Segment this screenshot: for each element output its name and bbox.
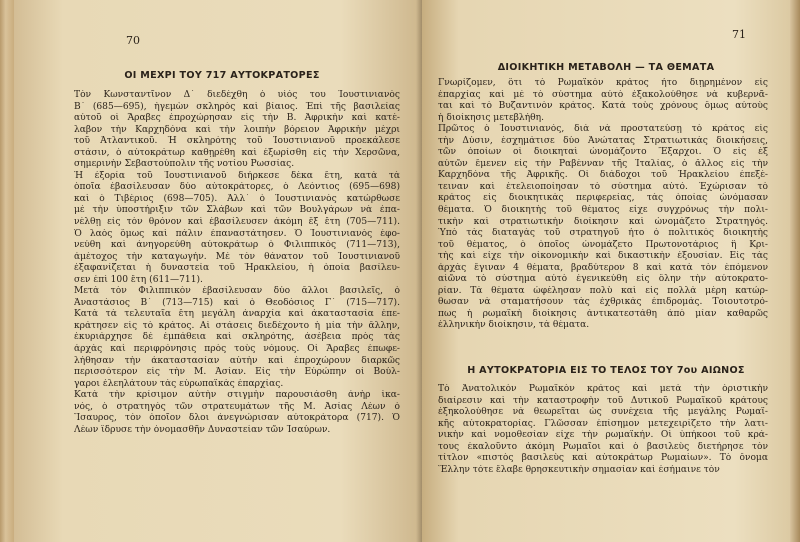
text-line: θέματα. Ὁ διοικητὴς τοῦ θέματος εἶχε συγχρόνως τὴν πολι- (438, 205, 768, 216)
text-line: κράτος εἰς διοικητικὰς περιφερείας, τὰς ὁποίας ὠνόμασαν (438, 193, 768, 204)
text-line: πως ἡ ρωμαϊκὴ διοίκησις ἀντικατεστάθη ἀπὸ μίαν καθαρῶς (438, 308, 768, 319)
text-line: Τὸ Ἀνατολικὸν Ρωμαϊκὸν κράτος καὶ μετὰ τὴν ὁριστικὴν (438, 384, 768, 394)
text-line: ται καὶ τὸ Βυζαντινὸν κράτος. Κατὰ τοὺς χρόνους ὅμως αὐτοὺς (438, 101, 768, 112)
text-line: ἀρχὰς καὶ περιφρόνησις πρὸς τοὺς νόμους. Οἱ Ἄραβες ἐπωφε- (74, 344, 400, 355)
text-line: ἐξηκολούθησε νὰ θεωρεῖται ὡς συνέχεια τῆς μεγάλης Ρωμαϊ- (438, 407, 768, 418)
text-line: Ἴσαυρος, τὸν ὁποῖον δλοι ἀνεγνώρισαν αὐτοκράτορα (717). Ὁ (74, 413, 400, 424)
text-line: ἐκυριάρχησε δὲ ἐμπάθεια καὶ σκληρότης, ἀσέβεια πρὸς τὰς (74, 332, 400, 343)
text-line: στάσιν, ὁ αὐτοκράτωρ καθῃρέθη καὶ ἐξωρίσθη εἰς τὴν Χερσῶνα, (74, 147, 400, 158)
text-line: Τὸν Κωνσταντῖνον Δ΄ διεδέχθη ὁ υἱός του Ἰουστινιανὸς (74, 90, 400, 100)
text-line: τοῦ θέματος, ὁ ὁποῖος ὠνομάζετο Πρωτονοτάριος ἢ Κρι- (438, 239, 768, 250)
text-line: κράτησεν εἰς τὸ κράτος. Αἱ στάσεις διεδέχοντο ἡ μία τὴν ἄλλην, (74, 320, 400, 331)
text-line: σεν ἐπὶ 100 ἔτη (611—711). (74, 274, 203, 285)
text-line: αὐτοῦ οἱ Ἄραβες ἐπροχώρησαν εἰς τὴν Β. Ἀφρικὴν καὶ κατέ- (74, 113, 400, 124)
text-line: Ὑπὸ τὰς διαταγὰς τοῦ στρατηγοῦ ἦτο ὁ πολιτικὸς διοικητὴς (438, 228, 768, 239)
text-line: Ἕλλην τότε ἔλαβε θρησκευτικὴν σημασίαν καὶ ἐσήμαινε τὸν (438, 464, 720, 475)
left-page-body (74, 90, 400, 436)
text-line: νέλθῃ εἰς τὸν θρόνον καὶ ἐβασίλευσεν ἀκόμη ἕξ ἔτη (705—711). (74, 217, 400, 228)
text-line: κῆς αὐτοκρατορίας. Γλῶσσαν ἐπίσημον μετεχειρίζετο τὴν λατι- (438, 418, 768, 429)
left-page (14, 0, 422, 542)
right-page-body-administration (438, 78, 768, 332)
text-line: Β΄ (685—695), ἡγεμὼν σκληρὸς καὶ βίαιος. Ἐπὶ τῆς βασιλείας (74, 101, 400, 112)
text-line: λαβον τὴν Καρχηδόνα καὶ τὴν λοιπὴν βόρειον Ἀφρικὴν μέχρι (74, 124, 400, 135)
text-line: Πρῶτος ὁ Ἰουστινιανός, διὰ νὰ προστατεύσῃ τὸ κράτος εἰς (438, 124, 768, 135)
text-line: τους ἐκαλοῦντο ἀκόμη Ρωμαῖοι καὶ ὁ βασιλεὺς διετήρησε τὸν (438, 441, 768, 452)
right-page-heading-administration: ΔΙΟΙΚΗΤΙΚΗ ΜΕΤΑΒΟΛΗ — ΤΑ ΘΕΜΑΤΑ (497, 62, 715, 73)
book-page-edges-left (0, 0, 14, 542)
text-line: Κατὰ τὴν κρίσιμον αὐτὴν στιγμὴν παρουσιάσθη ἀνὴρ ἱκα- (74, 390, 400, 401)
text-line: Κατὰ τὰ τελευταῖα ἔτη μεγάλη ἀναρχία καὶ ἀκαταστασία ἐπε- (74, 309, 400, 320)
text-line: τὴς καὶ εἶχε τὴν οἰκονομικὴν καὶ δικαστικὴν ἐξουσίαν. Εἰς τὰς (438, 251, 768, 262)
left-page-heading: ΟΙ ΜΕΧΡΙ ΤΟΥ 717 ΑΥΤΟΚΡΑΤΟΡΕΣ (124, 70, 320, 81)
text-line: νεύθη καὶ ἀνηγορεύθη αὐτοκράτωρ ὁ Φιλιππικὸς (711—713), (74, 240, 400, 251)
text-line: ρίαν. Τὰ θέματα ὠφέλησαν πολὺ καὶ εἰς πολλὰ μέρη κατώρ- (438, 285, 768, 296)
text-line: ἀρχὰς ἔγιναν 4 θέματα, βραδύτερον 8 καὶ κατὰ τὸν ἑπόμενον (438, 262, 768, 273)
right-page-body-empire (438, 384, 768, 476)
text-line: αἰῶνα τὸ σύστημα αὐτὸ ἐγενικεύθη εἰς ὅλην τὴν αὐτοκρατο- (438, 274, 768, 285)
right-page-heading-empire: Η ΑΥΤΟΚΡΑΤΟΡΙΑ ΕΙΣ ΤΟ ΤΕΛΟΣ ΤΟΥ 7ου ΑΙΩΝΟΣ (467, 365, 745, 376)
text-line: ἀμέτοχος τὴν καταγωγήν. Μὲ τὸν θάνατον τοῦ Ἰουστινιανοῦ (74, 251, 400, 262)
text-line: Καρχηδόνα τῆς Ἀφρικῆς. Οἱ διάδοχοι τοῦ Ἡρακλείου ἐπεξέ- (438, 170, 768, 181)
text-line: αὐτῶν ἔμενεν εἰς τὴν Ραβένναν τῆς Ἰταλίας, ὁ ἄλλος εἰς τὴν (438, 158, 768, 169)
text-line: τικὴν καὶ στρατιωτικὴν διοίκησιν καὶ ὠνομάζετο Στρατηγός. (438, 216, 768, 227)
text-line: γαροι ἐλεηλάτουν τὰς εὐρωπαϊκὰς ἐπαρχίας. (74, 378, 284, 389)
text-line: καὶ ὁ Τιβέριος (698—705). Ἀλλ᾽ ὁ Ἰουστινιανὸς κατώρθωσε (74, 193, 400, 204)
text-line: τειναν καὶ ἐτελειοποίησαν τὸ σύστημα αὐτό. Ἐχώρισαν τὸ (438, 181, 768, 192)
right-page (422, 0, 790, 542)
book-page-edges-right (790, 0, 800, 542)
text-line: Μετὰ τὸν Φιλιππικὸν ἐβασίλευσαν δύο ἄλλοι βασιλεῖς, ὁ (74, 286, 400, 297)
text-line: ὁποῖα ἐβασίλευσαν δύο αὐτοκράτορες, ὁ Λεόντιος (695—698) (74, 182, 400, 193)
text-line: τοῦ Ἀτλαντικοῦ. Ἡ σκληρότης τοῦ Ἰουστινιανοῦ προεκάλεσε (74, 136, 400, 147)
text-line: λήθησαν τὴν ἀκαταστασίαν αὐτὴν καὶ ἐπροχώρουν διαρκῶς (74, 355, 400, 366)
right-page-number: 71 (732, 28, 746, 41)
text-line: ἡ διοίκησις μετεβλήθη. (438, 112, 544, 123)
text-line: νικὴν καὶ νομοθεσίαν εἶχε τὴν ρωμαϊκήν. Οἱ ὑπήκοοι τοῦ κρά- (438, 430, 768, 441)
text-line: Ὁ λαὸς ὅμως καὶ πάλιν ἐπαναστάτησεν. Ὁ Ἰουστινιανὸς ἐφο- (74, 228, 400, 239)
text-line: θωσαν νὰ σταματήσουν τὰς ἐχθρικὰς ἐπιδρομάς. Τοιουτοτρό- (438, 297, 768, 308)
text-line: μὲ τὴν ὑποστήριξιν τῶν Σλάβων καὶ τῶν Βουλγάρων νὰ ἐπα- (74, 205, 400, 216)
text-line: ἐπαρχίας καὶ μὲ τὸ σύστημα αὐτὸ ἐξακολούθησε νὰ κυβερνᾶ- (438, 89, 768, 100)
text-line: Ἡ ἐξορία τοῦ Ἰουστινιανοῦ διήρκεσε δέκα ἔτη, κατὰ τὰ (74, 170, 400, 181)
text-line: τῶν ὁποίων οἱ διοικηταὶ ὠνομάζοντο Ἔξαρχοι. Ὁ εἷς ἐξ (438, 147, 768, 158)
text-line: Ἀναστάσιος Β΄ (713—715) καὶ ὁ Θεοδόσιος Γ΄ (715—717). (74, 297, 400, 308)
text-line: τὴν Δύσιν, ἐσχημάτισε δύο Ἀνώτατας Στρατιωτικὰς διοικήσεις, (438, 135, 768, 146)
text-line: σημερινὴν Σεβαστούπολιν τῆς νοτίου Ρωσσίας. (74, 159, 295, 170)
text-line: ἑλληνικὴν διοίκησιν, τὰ θέματα. (438, 320, 590, 331)
text-line: τίτλον «πιστὸς βασιλεὺς καὶ αὐτοκράτωρ Ρωμαίων». Τὸ ὄνομα (438, 453, 768, 464)
text-line: Γνωρίζομεν, ὅτι τὸ Ρωμαϊκὸν κράτος ἦτο διῃρημένον εἰς (438, 78, 768, 88)
left-page-number: 70 (126, 34, 140, 47)
text-line: νός, ὁ στρατηγὸς τῶν στρατευμάτων τῆς Μ. Ἀσίας Λέων ὁ (74, 401, 400, 412)
text-line: διαίρεσιν καὶ τὴν καταστροφὴν τοῦ Δυτικοῦ Ρωμαϊκοῦ κράτους (438, 395, 768, 406)
text-line: Λέων ἵδρυσε τὴν ὀνομασθῆν Δυναστείαν τῶν Ἰσαύρων. (74, 424, 331, 435)
text-line: ἐξαφανίζεται ἡ δυναστεία τοῦ Ἡρακλείου, ἡ ὁποία βασίλευ- (74, 263, 400, 274)
text-line: περισσότερον εἰς τὴν Μ. Ἀσίαν. Εἰς τὴν Εὐρώπην οἱ Βούλ- (74, 367, 400, 378)
